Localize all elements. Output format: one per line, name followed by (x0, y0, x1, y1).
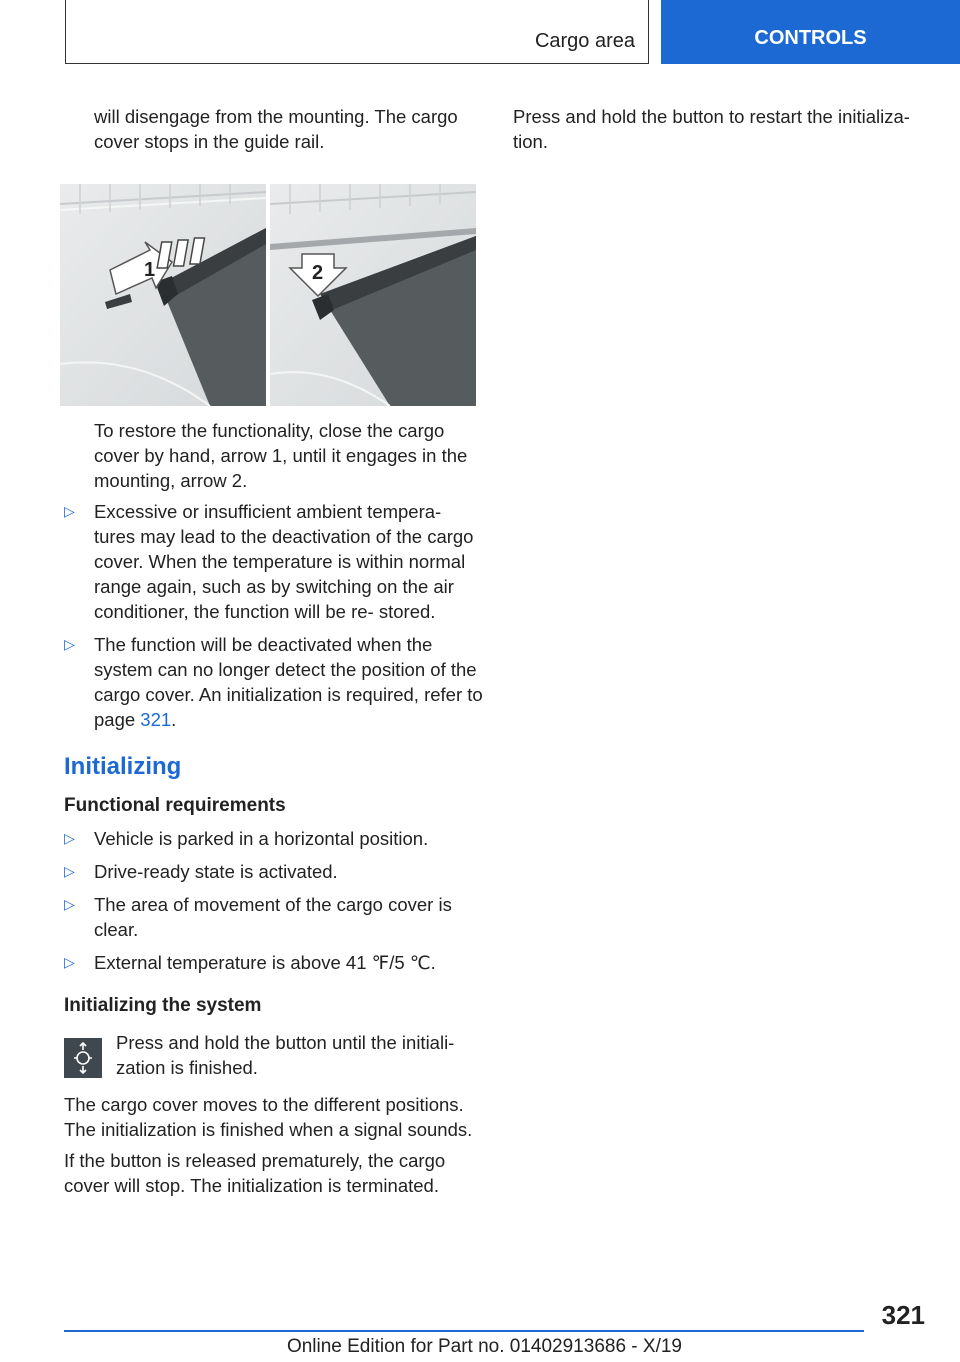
right-column (513, 104, 933, 154)
bullet-triangle-icon: ▷ (64, 954, 75, 970)
figure-panel-1 (60, 184, 266, 406)
list-item-text: Vehicle is parked in a horizontal position. (94, 828, 429, 849)
arrow-2-label: 2 (312, 262, 324, 284)
list-item-text: Drive-ready state is activated. (94, 861, 338, 882)
subheading-requirements: Functional requirements (64, 795, 286, 816)
icon-instruction-text: Press and hold the button until the initiali- zation is finished. (116, 1032, 455, 1078)
footer-edition: Online Edition for Part no. 01402913686 - X/19 (286, 1336, 682, 1357)
list-item (64, 826, 484, 851)
header-section-title: Cargo area (534, 30, 635, 52)
bullet-triangle-icon: ▷ (64, 896, 75, 912)
bullet-triangle-icon: ▷ (64, 863, 75, 879)
header-chapter-tab[interactable] (661, 0, 960, 64)
page-number: 321 (881, 1300, 925, 1330)
subheading-initializing-system: Initializing the system (64, 995, 262, 1016)
button-instruction (64, 1030, 484, 1080)
paragraph-initialization: The cargo cover moves to the different positions. The initialization is finished when a signal sounds. (64, 1094, 473, 1140)
header-chapter-label: CONTROLS (754, 26, 867, 49)
restart-text: Press and hold the button to restart the initializa- tion. (513, 106, 910, 152)
page-link[interactable]: 321 (140, 709, 172, 730)
arrow-1-label: 1 (144, 259, 156, 281)
cargo-cover-figure (60, 184, 476, 406)
restore-text: To restore the functionality, close the cargo cover by hand, arrow 1, until it engages in the mounting, arrow 2. (94, 420, 468, 491)
section-heading: Initializing (64, 753, 182, 780)
figure-panel-2-drawing (270, 184, 476, 406)
bullet-triangle-icon: ▷ (64, 503, 75, 519)
list-item-text: External temperature is above 41 ℉/5 ℃. (94, 952, 436, 973)
figure-panel-2 (270, 184, 476, 406)
list-item (64, 950, 484, 975)
intro-text: will disengage from the mounting. The cargo cover stops in the guide rail. (94, 106, 458, 152)
list-item (64, 892, 484, 942)
list-item (64, 859, 484, 884)
bullet-triangle-icon: ▷ (64, 830, 75, 846)
list-item-text: The function will be deactivated when the system can no longer detect the position of the cargo cover. An initialization is required, refer to page (94, 634, 483, 730)
left-column (64, 104, 484, 1204)
list-item-text: The area of movement of the cargo cover is clear. (94, 894, 452, 940)
paragraph-release: If the button is released prematurely, the cargo cover will stop. The initialization is terminated. (64, 1150, 446, 1196)
figure-panel-1-drawing (60, 184, 266, 406)
bullet-triangle-icon: ▷ (64, 636, 75, 652)
cargo-cover-button-icon (64, 1038, 102, 1078)
list-item (64, 499, 484, 624)
list-item (64, 632, 484, 732)
footer-divider (64, 1330, 864, 1332)
list-item-text: Excessive or insufficient ambient tempera- tures may lead to the deactivation of the cargo cover. When the temperature is within normal range again, such as by switching on the air conditioner, the function will be re- stored. (94, 501, 474, 622)
list-item-suffix: . (171, 709, 177, 730)
